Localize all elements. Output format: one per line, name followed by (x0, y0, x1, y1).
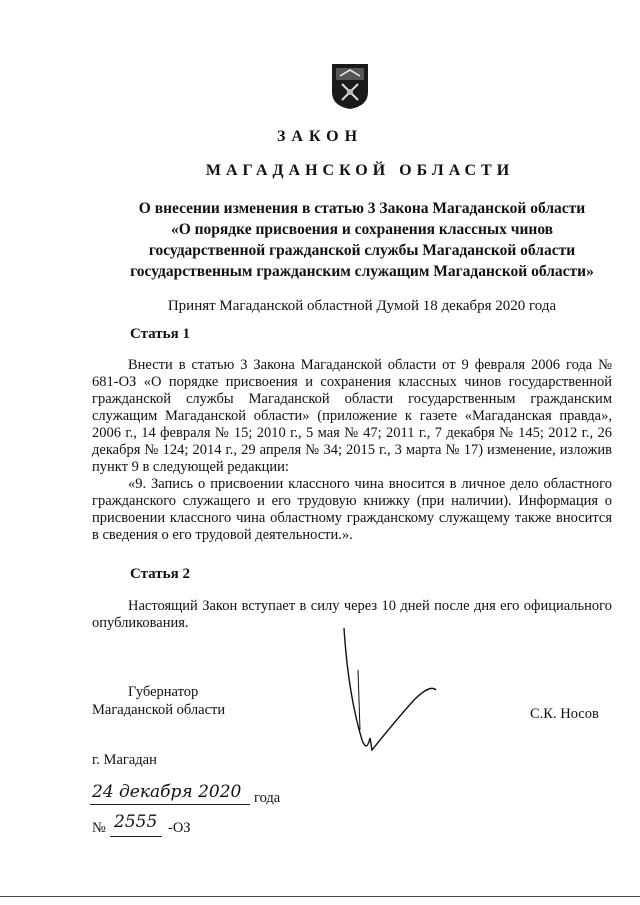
article-2-heading: Статья 2 (130, 566, 190, 582)
article-1-text: Внести в статью 3 Закона Магаданской области от 9 февраля 2006 года № 681-ОЗ «О порядке присвоения и сохранения классных чинов государственной гражданской службы Магаданской области государственным гражданским служащим Магаданской области» (приложение к газете «Магаданская правда», 2006 г., 14 февраля № 15; 2010 г., 5 мая № 47; 2011 г., 7 декабря № 145; 2012 г., 26 декабря № 124; 2014 г., 29 апреля № 34; 2015 г., 3 марта № 17) изменение, изложив пункт 9 в следующей редакции: (92, 357, 612, 475)
date-suffix: года (254, 790, 281, 806)
number-suffix: -ОЗ (168, 820, 191, 836)
date-handwritten: 24 декабря 2020 (92, 782, 242, 802)
governor-region: Магаданской области (92, 702, 226, 718)
governor-title: Губернатор (128, 684, 199, 700)
article-1-quote: «9. Запись о присвоении классного чина вносится в личное дело областного гражданского служащего и его трудовую книжку (при наличии). Информация о присвоении классного чина областному гражданскому служащему также вносится в сведения о его трудовой деятельности.». (92, 476, 612, 543)
number-prefix: № (92, 820, 106, 836)
law-subject (92, 198, 632, 282)
city: г. Магадан (92, 752, 157, 768)
subject-line: государственной гражданской службы Магаданской области (148, 242, 576, 259)
adoption-note: Принят Магаданской областной Думой 18 декабря 2020 года (167, 298, 557, 314)
law-title: ЗАКОН (276, 128, 364, 145)
article-1-heading: Статья 1 (130, 326, 190, 342)
page-bottom-rule (0, 896, 640, 897)
article-2-text: Настоящий Закон вступает в силу через 10 дней после дня его официального опубликования. (92, 598, 612, 631)
article-1-body (92, 357, 612, 544)
number-handwritten: 2555 (114, 812, 158, 832)
subject-line: «О порядке присвоения и сохранения классных чинов (170, 221, 554, 238)
coat-of-arms-icon (330, 62, 370, 110)
handwritten-signature (336, 620, 456, 770)
region-title: МАГАДАНСКОЙ ОБЛАСТИ (205, 162, 515, 179)
subject-line: О внесении изменения в статью 3 Закона Магаданской области (138, 200, 586, 217)
governor-name: С.К. Носов (530, 706, 599, 722)
subject-line: государственным гражданским служащим Магаданской области» (130, 263, 594, 280)
